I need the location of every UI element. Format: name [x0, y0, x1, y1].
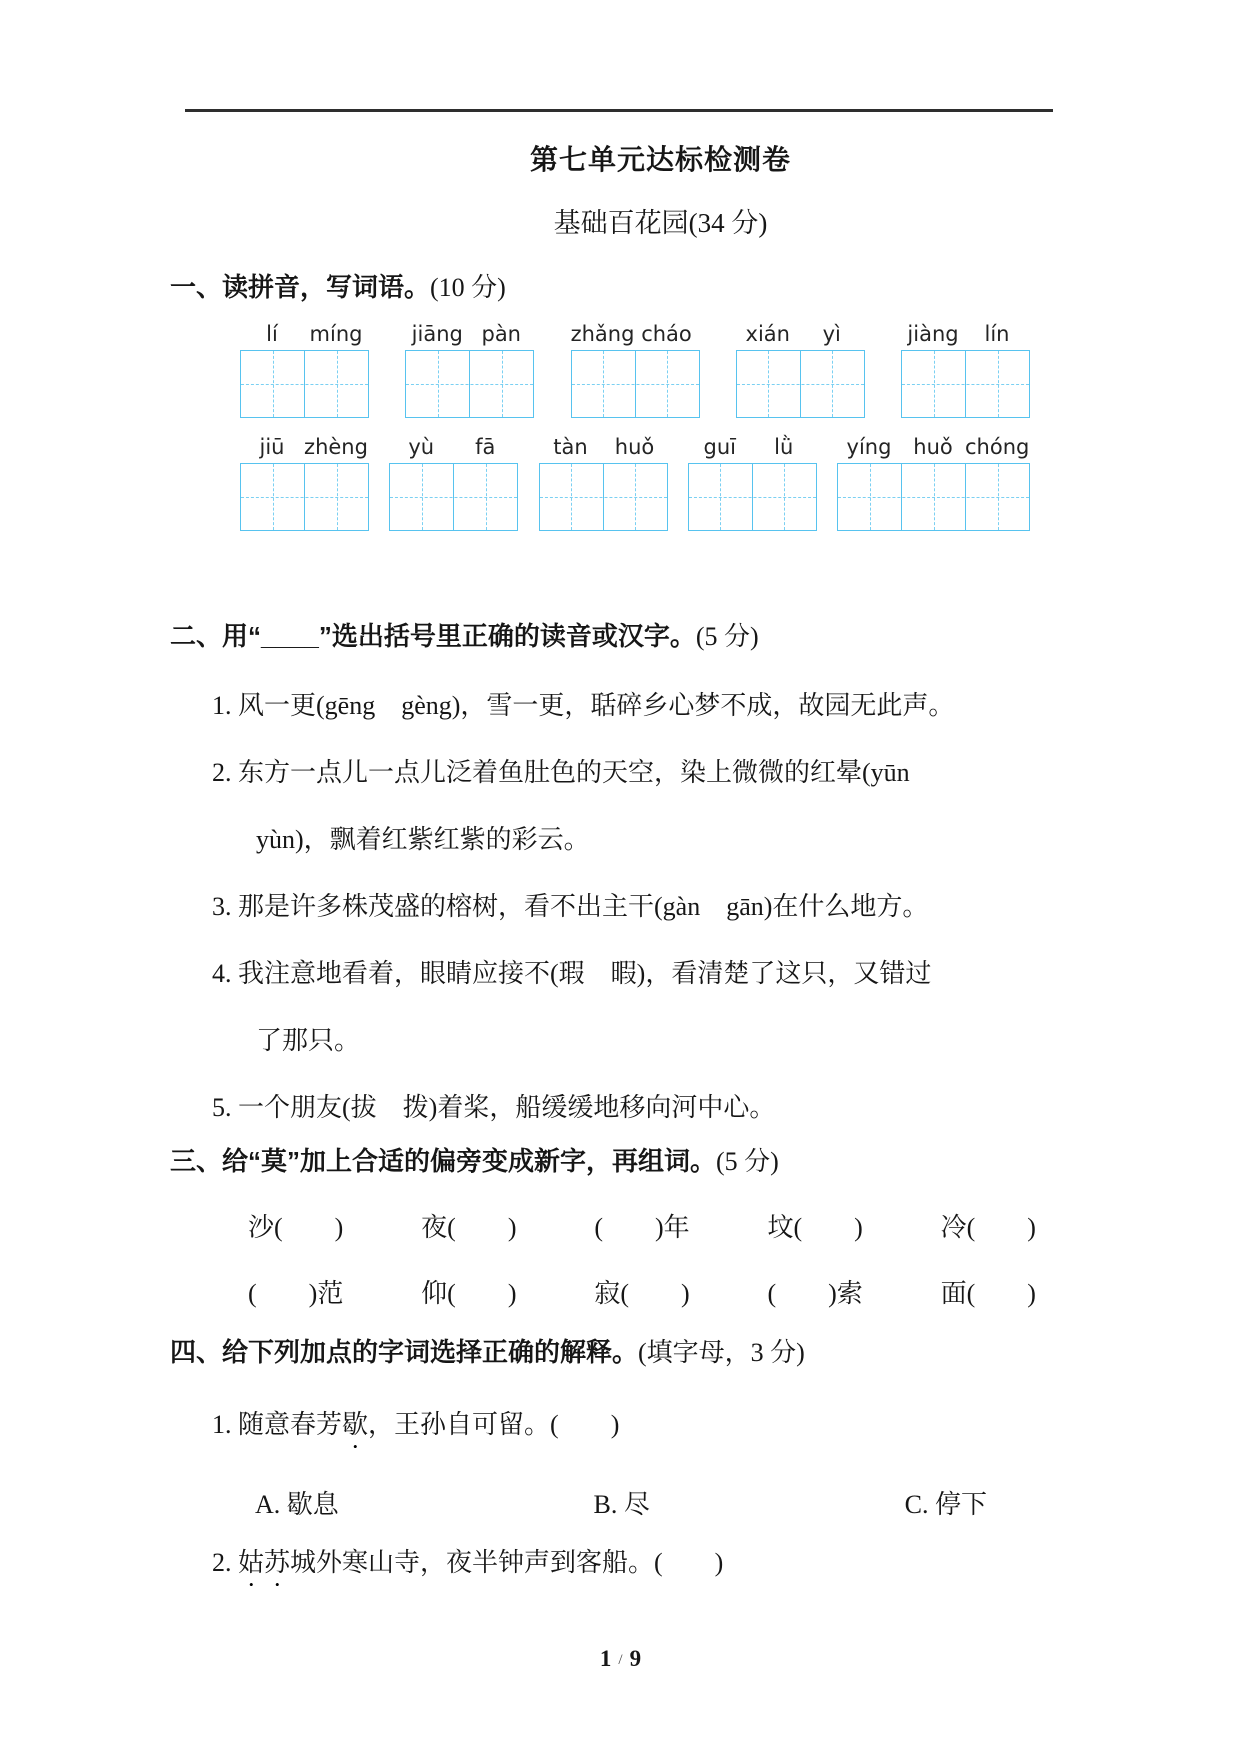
- section-4-heading-score: (填字母，3 分): [638, 1338, 805, 1367]
- pinyin-syllable: chóng: [965, 435, 1030, 459]
- section-1-heading-text: 一、读拼音，写词语。: [170, 272, 431, 302]
- pinyin-labels: [405, 321, 534, 347]
- writing-cell: [737, 351, 800, 417]
- writing-cell: [838, 464, 901, 530]
- question-text: ，王孙自可留。( ): [368, 1410, 620, 1439]
- pinyin-syllable: pàn: [481, 322, 521, 346]
- writing-cell: [406, 351, 469, 417]
- section-3-heading-text: 三、给“莫”加上合适的偏旁变成新字，再组词。: [170, 1146, 717, 1176]
- word-blank-item: 坟( ): [767, 1213, 863, 1242]
- question-line: 1. 风一更(gēng gèng)，雪一更，聒碎乡心梦不成，故园无此声。: [212, 691, 955, 720]
- pinyin-syllable: yíng: [846, 435, 892, 459]
- question-line-continuation: 了那只。: [256, 1026, 361, 1055]
- pinyin-box-group: [240, 321, 369, 418]
- dotted-character: 歇: [342, 1410, 369, 1439]
- section-3-heading-score: (5 分): [716, 1147, 779, 1176]
- pinyin-labels: [571, 321, 700, 347]
- header-divider-line: [185, 109, 1053, 112]
- word-blank-item: 沙( ): [248, 1213, 344, 1242]
- question-line: 3. 那是许多株茂盛的榕树，看不出主干(gàn gān)在什么地方。: [212, 892, 929, 921]
- writing-cell: [540, 464, 603, 530]
- pinyin-syllable: guī: [703, 435, 736, 459]
- question-line: 4. 我注意地看着，眼睛应接不(瑕 暇)，看清楚了这只，又错过: [212, 959, 932, 988]
- writing-box: [688, 463, 817, 531]
- page-number-total: 9: [629, 1646, 642, 1671]
- writing-box: [571, 350, 700, 418]
- section-2-heading-text: 二、用“____”选出括号里正确的读音或汉字。: [170, 621, 696, 651]
- pinyin-box-group: [837, 434, 1030, 531]
- question-text: 2.: [212, 1548, 238, 1577]
- question-line-continuation: yùn)，飘着红紫红紫的彩云。: [256, 825, 590, 854]
- pinyin-syllable: yù: [408, 435, 435, 459]
- pinyin-box-group: [901, 321, 1030, 418]
- word-blank-row-1: [248, 1213, 1036, 1243]
- question-line: [170, 1548, 1151, 1592]
- page-number-separator: /: [618, 1652, 623, 1668]
- pinyin-syllable: zhèng: [304, 435, 368, 459]
- writing-box: [405, 350, 534, 418]
- writing-box: [389, 463, 518, 531]
- section-4-heading-text: 四、给下列加点的字词选择正确的解释。: [170, 1337, 639, 1367]
- pinyin-box-group: [539, 434, 668, 531]
- pinyin-labels: [240, 321, 369, 347]
- writing-cell: [752, 464, 816, 530]
- writing-cell: [304, 464, 368, 530]
- pinyin-box-group: [688, 434, 817, 531]
- word-blank-item: ( )范: [248, 1279, 344, 1308]
- pinyin-syllable: tàn: [553, 435, 588, 459]
- pinyin-box-group: [389, 434, 518, 531]
- dotted-character: 姑苏: [238, 1548, 291, 1577]
- question-line: 2. 东方一点儿一点儿泛着鱼肚色的天空，染上微微的红晕(yūn: [212, 758, 910, 787]
- pinyin-box-group: [571, 321, 700, 418]
- word-blank-item: 面( ): [940, 1279, 1036, 1308]
- pinyin-box-group: [736, 321, 865, 418]
- writing-cell: [390, 464, 453, 530]
- pinyin-syllable: xián: [745, 322, 790, 346]
- writing-cell: [603, 464, 667, 530]
- writing-cell: [901, 464, 965, 530]
- pinyin-syllable: zhǎng: [570, 322, 635, 346]
- writing-cell: [800, 351, 864, 417]
- writing-cell: [241, 464, 304, 530]
- pinyin-syllable: lí: [266, 322, 278, 346]
- pinyin-syllable: jiàng: [907, 322, 959, 346]
- question-line: 5. 一个朋友(拔 拨)着桨，船缓缓地移向河中心。: [212, 1093, 776, 1122]
- section-3-heading: [170, 1144, 1151, 1179]
- section-2-heading: [170, 619, 1151, 654]
- word-blank-row-2: [248, 1279, 1036, 1309]
- pinyin-syllable: fā: [475, 435, 496, 459]
- pinyin-box-group: [405, 321, 534, 418]
- pinyin-labels: [389, 434, 518, 460]
- pinyin-syllable: huǒ: [913, 435, 953, 459]
- pinyin-labels: [240, 434, 369, 460]
- option-item: B. 尽: [593, 1490, 650, 1519]
- page-subtitle: 基础百花园(34 分): [553, 208, 768, 238]
- pinyin-syllable: lín: [984, 322, 1010, 346]
- pinyin-labels: [736, 321, 865, 347]
- writing-box: [837, 463, 1030, 531]
- section-1-heading: [170, 270, 1151, 305]
- writing-cell: [965, 464, 1029, 530]
- section-1-heading-score: (10 分): [430, 273, 506, 302]
- writing-cell: [304, 351, 368, 417]
- page-title: 第七单元达标检测卷: [529, 144, 791, 175]
- pinyin-syllable: yì: [822, 322, 841, 346]
- pinyin-labels: [688, 434, 817, 460]
- pinyin-labels: [901, 321, 1030, 347]
- writing-box: [901, 350, 1030, 418]
- writing-cell: [902, 351, 965, 417]
- pinyin-syllable: cháo: [641, 322, 692, 346]
- writing-box: [240, 463, 369, 531]
- writing-box: [539, 463, 668, 531]
- pinyin-syllable: lǜ: [774, 435, 794, 459]
- question-text: 1. 随意春芳: [212, 1410, 343, 1439]
- options-row: [255, 1490, 987, 1520]
- word-blank-item: ( )年: [594, 1213, 690, 1242]
- writing-cell: [572, 351, 635, 417]
- writing-cell: [635, 351, 699, 417]
- page-number: [0, 1646, 1241, 1672]
- pinyin-row-1: [240, 321, 1030, 418]
- section-2-heading-score: (5 分): [695, 622, 759, 651]
- section-4-heading: [170, 1335, 1151, 1370]
- page-content: [0, 142, 1241, 1592]
- pinyin-syllable: huǒ: [614, 435, 655, 459]
- pinyin-labels: [539, 434, 668, 460]
- question-text: 城外寒山寺，夜半钟声到客船。( ): [290, 1548, 724, 1577]
- pinyin-box-group: [240, 434, 369, 531]
- writing-cell: [241, 351, 304, 417]
- word-blank-item: 冷( ): [940, 1213, 1036, 1242]
- question-line: [170, 1410, 1151, 1454]
- writing-cell: [453, 464, 517, 530]
- writing-box: [240, 350, 369, 418]
- word-blank-item: 夜( ): [421, 1213, 517, 1242]
- writing-cell: [965, 351, 1029, 417]
- word-blank-item: ( )索: [767, 1279, 863, 1308]
- pinyin-labels: [837, 434, 1030, 460]
- pinyin-syllable: míng: [309, 322, 363, 346]
- word-blank-item: 寂( ): [594, 1279, 690, 1308]
- pinyin-row-2: [240, 434, 1030, 531]
- writing-box: [736, 350, 865, 418]
- option-item: A. 歇息: [255, 1490, 339, 1519]
- page-number-current: 1: [599, 1646, 612, 1671]
- writing-cell: [469, 351, 533, 417]
- word-blank-item: 仰( ): [421, 1279, 517, 1308]
- option-item: C. 停下: [904, 1490, 987, 1519]
- writing-cell: [689, 464, 752, 530]
- pinyin-syllable: jiū: [259, 435, 285, 459]
- pinyin-syllable: jiāng: [411, 322, 463, 346]
